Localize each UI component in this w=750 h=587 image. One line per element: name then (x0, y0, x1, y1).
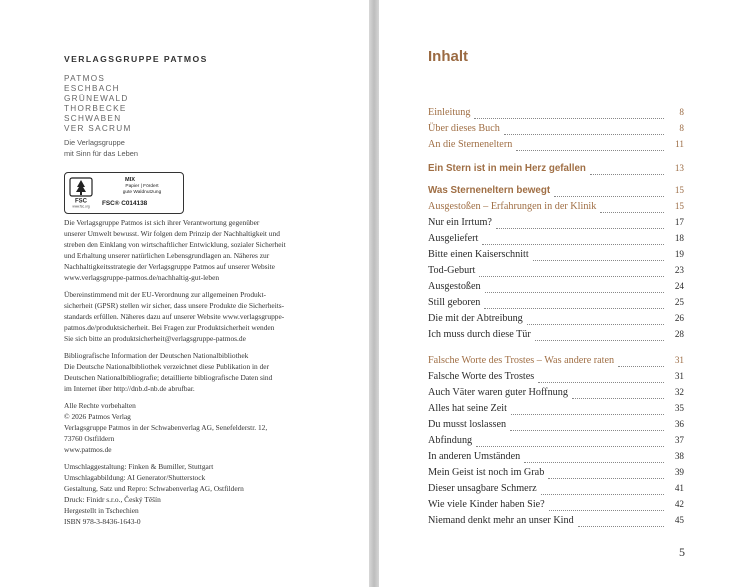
toc-entry-page: 23 (674, 265, 684, 275)
text-line: © 2026 Patmos Verlag (64, 412, 131, 421)
leader-dots (476, 438, 664, 447)
text-line: sicherheit (GPSR) stellen wir sicher, dass unsere Produkte die Sicherheits- (64, 301, 285, 310)
leader-dots (578, 518, 664, 527)
toc-entry-page: 15 (674, 201, 684, 211)
toc-entry-page: 38 (674, 451, 684, 461)
text-line: Hergestellt in Tschechien (64, 506, 139, 515)
text-line: Die Deutsche Nationalbibliothek verzeichnet diese Publikation in der (64, 362, 270, 371)
toc-entry-title: Falsche Worte des Trostes – Was andere raten (428, 355, 615, 366)
text-line: Nachhaltigkeitsstrategie der Verlagsgruppe Patmos auf unserer Website (64, 262, 275, 271)
text-line: Umschlaggestaltung: Finken & Bumiller, Stuttgart (64, 462, 214, 471)
toc-entry[interactable] (428, 265, 684, 281)
toc-entry-title: Abfindung (428, 435, 473, 446)
toc-entry[interactable] (428, 249, 684, 265)
toc-entry-page: 18 (674, 233, 684, 243)
sustainability-paragraph (64, 217, 324, 283)
toc-entry[interactable] (428, 451, 684, 467)
imprint-name: VER SACRUM (64, 124, 132, 133)
toc-entry-title: Mein Geist ist noch im Grab (428, 467, 545, 478)
imprint-name: ESCHBACH (64, 84, 120, 93)
toc-entry-title: Still geboren (428, 297, 481, 308)
toc-entry[interactable] (428, 419, 684, 435)
leader-dots (572, 390, 664, 399)
text-line: unserer Umwelt bewusst. Wir folgen dem Prinzip der Nachhaltigkeit und (64, 229, 280, 238)
toc-entry[interactable] (428, 123, 684, 139)
imprint-name: GRÜNEWALD (64, 94, 129, 103)
text-line: www.verlagsgruppe-patmos.de/nachhaltig-gut-leben (64, 273, 220, 282)
rights-paragraph (64, 400, 324, 455)
leader-dots (482, 236, 664, 245)
table-of-contents (428, 107, 684, 531)
toc-entry-page: 8 (679, 123, 684, 133)
toc-entry-page: 24 (674, 281, 684, 291)
toc-entry-page: 31 (674, 371, 684, 381)
toc-entry[interactable] (428, 435, 684, 451)
fsc-site-text: www.fsc.org (72, 204, 90, 209)
publisher-tagline (64, 138, 324, 159)
toc-entry[interactable] (428, 515, 684, 531)
imprint-name: SCHWABEN (64, 114, 122, 123)
text-line: www.patmos.de (64, 445, 112, 454)
text-line: Bibliografische Information der Deutschen Nationalbibliothek (64, 351, 249, 360)
leader-dots (554, 188, 664, 197)
toc-entry[interactable] (428, 467, 684, 483)
toc-entry[interactable] (428, 107, 684, 123)
text-line: ISBN 978-3-8436-1643-0 (64, 517, 141, 526)
tagline-line: mit Sinn für das Leben (64, 148, 138, 158)
book-gutter (369, 0, 379, 587)
toc-entry-page: 26 (674, 313, 684, 323)
toc-entry-page: 25 (674, 297, 684, 307)
leader-dots (485, 284, 664, 293)
text-line: Gestaltung, Satz und Repro: Schwabenverlag AG, Ostfildern (64, 484, 244, 493)
toc-entry-title: Nur ein Irrtum? (428, 217, 492, 228)
toc-entry-page: 32 (674, 387, 684, 397)
toc-entry-title: Bitte einen Kaiserschnitt (428, 249, 529, 260)
publisher-block (64, 54, 324, 159)
text-line: patmos.de/produktsicherheit. Bei Fragen zur Produktsicherheit wenden (64, 323, 275, 332)
imprint-name: PATMOS (64, 74, 106, 83)
toc-entry-page: 45 (674, 515, 684, 525)
credits-paragraph (64, 461, 324, 527)
toc-entry-title: Ausgestoßen (428, 281, 481, 292)
toc-entry-title: Wie viele Kinder haben Sie? (428, 499, 545, 510)
leader-dots (527, 316, 664, 325)
toc-entry-page: 15 (674, 185, 684, 195)
imprint-page (0, 0, 369, 587)
toc-entry[interactable] (428, 329, 684, 345)
leader-dots (504, 126, 664, 135)
text-line: Druck: Finidr s.r.o., Český Těšín (64, 495, 161, 504)
imprint-text (64, 217, 324, 533)
toc-heading: Inhalt (428, 48, 468, 65)
toc-entry-page: 19 (674, 249, 684, 259)
imprint-name: THORBECKE (64, 104, 127, 113)
text-line: Die Verlagsgruppe Patmos ist sich ihrer Verantwortung gegenüber (64, 218, 260, 227)
toc-entry-title: In anderen Umständen (428, 451, 521, 462)
gpsr-paragraph (64, 289, 324, 344)
text-line: Umschlagabbildung: AI Generator/Shutterstock (64, 473, 206, 482)
toc-entry-title: Auch Väter waren guter Hoffnung (428, 387, 568, 398)
toc-entry-page: 42 (674, 499, 684, 509)
page-number: 5 (679, 545, 685, 559)
toc-entry[interactable] (428, 387, 684, 403)
toc-entry-page: 35 (674, 403, 684, 413)
toc-entry-page: 11 (675, 139, 684, 149)
toc-entry-title: Tod-Geburt (428, 265, 476, 276)
toc-entry-title: Die mit der Abtreibung (428, 313, 523, 324)
toc-entry-title: Ausgestoßen – Erfahrungen in der Klinik (428, 201, 597, 212)
fsc-label (64, 172, 184, 214)
leader-dots (535, 332, 664, 341)
toc-entry-title: Über dieses Buch (428, 123, 500, 134)
leader-dots (524, 454, 664, 463)
leader-dots (479, 268, 664, 277)
leader-dots (510, 422, 664, 431)
toc-entry-title: Dieser unsagbare Schmerz (428, 483, 537, 494)
leader-dots (533, 252, 664, 261)
text-line: Sie sich bitte an produktsicherheit@verlagsgruppe-patmos.de (64, 334, 246, 343)
leader-dots (600, 204, 664, 213)
fsc-logo-text: FSC (75, 198, 87, 205)
toc-entry-page: 13 (674, 163, 684, 173)
toc-entry-title: Einleitung (428, 107, 471, 118)
publisher-group-name: VERLAGSGRUPPE PATMOS (64, 54, 208, 64)
text-line: und Erhaltung unserer natürlichen Lebensgrundlagen an. Näheres zur (64, 251, 270, 260)
leader-dots (516, 142, 664, 151)
fsc-paper-text (103, 184, 181, 195)
toc-entry-title: An die Sterneneltern (428, 139, 513, 150)
fsc-tree-icon (69, 177, 93, 209)
fsc-mix: MIX (125, 177, 135, 183)
toc-entry-title: Falsche Worte des Trostes (428, 371, 535, 382)
toc-entry[interactable] (428, 483, 684, 499)
fsc-code: FSC® C014138 (102, 200, 148, 207)
toc-entry[interactable] (428, 201, 684, 217)
toc-entry-page: 37 (674, 435, 684, 445)
toc-entry[interactable] (428, 281, 684, 297)
toc-entry[interactable] (428, 499, 684, 515)
text-line: Deutschen Nationalbibliografie; detaillierte bibliografische Daten sind (64, 373, 273, 382)
leader-dots (496, 220, 664, 229)
text-line: standards erfüllen. Näheres dazu auf unserer Website www.verlagsgruppe- (64, 312, 285, 321)
text-line: streben den Einklang von wirtschaftlicher Entwicklung, sozialer Sicherheit (64, 240, 286, 249)
dnb-paragraph (64, 350, 324, 394)
text-line: im Internet über http://dnb.d-nb.de abrufbar. (64, 384, 195, 393)
toc-entry-page: 31 (674, 355, 684, 365)
toc-entry-page: 8 (679, 107, 684, 117)
toc-entry[interactable] (428, 139, 684, 155)
toc-entry-page: 39 (674, 467, 684, 477)
text-line: Übereinstimmend mit der EU-Verordnung zur allgemeinen Produkt- (64, 290, 266, 299)
toc-entry[interactable] (428, 297, 684, 313)
fsc-paper-line: Papier | Fördert (125, 184, 159, 189)
leader-dots (474, 110, 664, 119)
text-line: Verlagsgruppe Patmos in der Schwabenverlag AG, Senefelderstr. 12, (64, 423, 268, 432)
toc-entry-title: Du musst loslassen (428, 419, 507, 430)
toc-entry-title: Niemand denkt mehr an unser Kind (428, 515, 574, 526)
toc-entry[interactable] (428, 217, 684, 233)
text-line: 73760 Ostfildern (64, 434, 115, 443)
leader-dots (484, 300, 664, 309)
leader-dots (590, 166, 664, 175)
toc-entry[interactable] (428, 313, 684, 329)
toc-entry-page: 17 (674, 217, 684, 227)
toc-entry[interactable] (428, 185, 684, 201)
toc-entry-title: Ich muss durch diese Tür (428, 329, 531, 340)
toc-entry-title: Was Sterneneltern bewegt (428, 185, 551, 196)
toc-entry-title: Ein Stern ist in mein Herz gefallen (428, 163, 586, 174)
leader-dots (541, 486, 664, 495)
leader-dots (549, 502, 664, 511)
leader-dots (548, 470, 664, 479)
toc-entry-page: 41 (674, 483, 684, 493)
toc-entry-title: Ausgeliefert (428, 233, 479, 244)
text-line: Alle Rechte vorbehalten (64, 401, 136, 410)
toc-entry[interactable] (428, 233, 684, 249)
toc-entry[interactable] (428, 371, 684, 387)
fsc-paper-line: gute Waldnutzung (122, 189, 162, 195)
toc-entry-page: 28 (674, 329, 684, 339)
tagline-line: Die Verlagsgruppe (64, 138, 125, 147)
toc-entry[interactable] (428, 403, 684, 419)
contents-page (379, 0, 750, 587)
leader-dots (538, 374, 664, 383)
leader-dots (618, 358, 664, 367)
toc-entry[interactable] (428, 355, 684, 371)
toc-entry[interactable] (428, 163, 684, 179)
toc-entry-title: Alles hat seine Zeit (428, 403, 507, 414)
toc-entry-page: 36 (674, 419, 684, 429)
leader-dots (511, 406, 664, 415)
